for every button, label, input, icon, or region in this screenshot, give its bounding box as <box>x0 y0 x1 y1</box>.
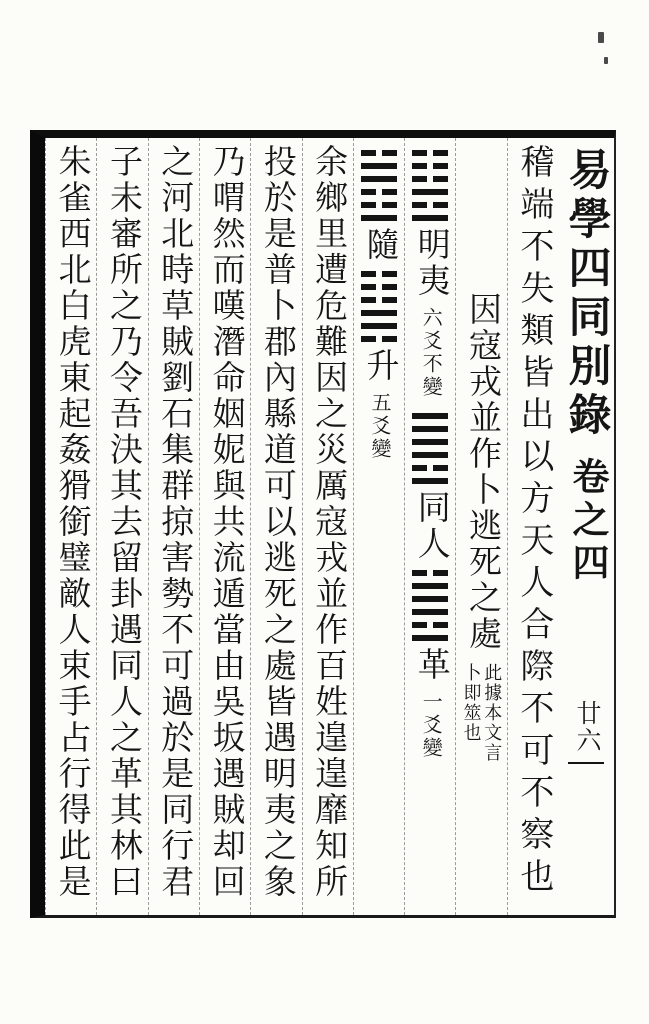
hexagram-bar <box>382 284 397 290</box>
column-4 <box>353 138 404 915</box>
hexagram-bar <box>361 202 376 208</box>
ink-speck <box>598 32 604 43</box>
hexagram-bar <box>412 189 448 195</box>
hexagram-bar <box>433 465 448 471</box>
hexagram-line-solid <box>361 215 397 221</box>
hexagram-bar <box>433 150 448 156</box>
column-9 <box>96 138 147 915</box>
hexagram-bar <box>361 176 397 182</box>
hexagram-bar <box>361 150 376 156</box>
text-segment: 同人 <box>412 490 449 562</box>
hexagram-line-broken <box>412 202 448 208</box>
hexagram-bar <box>382 297 397 303</box>
hexagram-bar <box>412 163 427 169</box>
text-segment: 升 <box>361 348 398 384</box>
hexagram-bar <box>361 215 397 221</box>
hexagram-bar <box>361 336 376 342</box>
column-10 <box>45 138 96 915</box>
column-7 <box>199 138 250 915</box>
small-annotation: 一爻變 <box>419 691 442 760</box>
hexagram-line-broken <box>412 465 448 471</box>
text-segment: 子未審所之乃令吾決其去留卦遇同人之革其林曰 <box>104 144 141 900</box>
text-segment: 投於是普卜郡內縣道可以逃死之處皆遇明夷之象 <box>258 144 295 900</box>
hexagram-line-broken <box>361 336 397 342</box>
hexagram-line-solid <box>412 439 448 445</box>
hexagram-bar <box>361 271 376 277</box>
column-gap <box>456 653 506 659</box>
hexagram-line-solid <box>412 478 448 484</box>
hexagram-line-solid <box>412 426 448 432</box>
small-annotation: 六爻不變 <box>419 307 442 399</box>
hexagram-line-solid <box>361 323 397 329</box>
hexagram-bar <box>361 163 397 169</box>
hexagram-line-solid <box>412 413 448 419</box>
hexagram-line-broken <box>361 189 397 195</box>
hexagram-bar <box>433 176 448 182</box>
hexagram-line-solid <box>412 215 448 221</box>
text-segment: 因寇戎並作卜逃死之處 <box>464 292 501 652</box>
hexagram-bar <box>382 189 397 195</box>
hexagram-line-solid <box>412 452 448 458</box>
folio-rule <box>568 762 604 764</box>
hexagram-bar <box>361 284 376 290</box>
hexagram-line-broken <box>412 176 448 182</box>
small-annotation: 五爻變 <box>367 392 390 461</box>
hexagram-bar <box>361 310 397 316</box>
hexagram-line-broken <box>361 202 397 208</box>
book-title: 易學四同別錄 <box>562 147 610 441</box>
interlinear-note <box>461 663 502 763</box>
column-3 <box>404 138 455 915</box>
hexagram-bar <box>412 176 427 182</box>
text-segment: 余鄉里遭危難因之災厲寇戎並作百姓遑遑靡知所 <box>310 144 347 900</box>
column-1 <box>507 138 558 915</box>
hexagram-line-solid <box>412 583 448 589</box>
hexagram-line-solid <box>412 635 448 641</box>
hexagram-ge-diagram <box>412 570 448 641</box>
hexagram-line-broken <box>361 150 397 156</box>
hexagram-bar <box>412 439 448 445</box>
hexagram-bar <box>433 570 448 576</box>
hexagram-bar <box>412 202 427 208</box>
folio-number: 廿六 <box>573 700 600 754</box>
hexagram-bar <box>412 413 448 419</box>
hexagram-bar <box>382 150 397 156</box>
hexagram-bar <box>412 215 448 221</box>
hexagram-bar <box>412 452 448 458</box>
hexagram-line-solid <box>361 310 397 316</box>
hexagram-line-solid <box>412 609 448 615</box>
column-2 <box>455 138 506 915</box>
text-segment: 朱雀西北白虎東起姦猾銜璧敵人束手占行得此是 <box>53 144 90 900</box>
column-gap <box>456 143 506 291</box>
hexagram-line-solid <box>361 163 397 169</box>
columns-container <box>45 138 614 915</box>
column-6 <box>250 138 301 915</box>
hexagram-bar <box>361 189 376 195</box>
hexagram-line-broken <box>412 150 448 156</box>
column-5 <box>302 138 353 915</box>
hexagram-bar <box>361 323 397 329</box>
hexagram-line-broken <box>361 297 397 303</box>
text-segment: 乃喟然而嘆潛命姻妮與共流遁當由吳坂遇賊却回 <box>207 144 244 900</box>
note-column-right: 此據本文言 <box>482 663 503 763</box>
hexagram-mingyi-diagram <box>412 150 448 221</box>
hexagram-bar <box>433 202 448 208</box>
note-column-left: 卜即筮也 <box>461 663 482 743</box>
ink-speck <box>604 57 608 64</box>
hexagram-bar <box>412 635 448 641</box>
hexagram-bar <box>361 297 376 303</box>
hexagram-bar <box>382 336 397 342</box>
hexagram-bar <box>412 596 448 602</box>
text-segment: 明夷 <box>412 227 449 299</box>
hexagram-bar <box>412 465 427 471</box>
volume-label: 卷之四 <box>566 457 607 586</box>
hexagram-sui-diagram <box>361 150 397 221</box>
hexagram-line-solid <box>361 176 397 182</box>
text-segment: 隨 <box>361 227 398 263</box>
hexagram-bar <box>412 478 448 484</box>
hexagram-line-broken <box>361 271 397 277</box>
hexagram-bar <box>412 426 448 432</box>
hexagram-bar <box>433 163 448 169</box>
text-block-frame <box>30 130 616 918</box>
hexagram-bar <box>412 570 427 576</box>
hexagram-bar <box>412 583 448 589</box>
hexagram-bar <box>412 609 448 615</box>
folio-block <box>558 700 614 764</box>
title-column <box>558 138 614 915</box>
hexagram-bar <box>412 622 427 628</box>
hexagram-sheng-diagram <box>361 271 397 342</box>
hexagram-bar <box>412 150 427 156</box>
column-8 <box>148 138 199 915</box>
hexagram-bar <box>382 202 397 208</box>
hexagram-bar <box>382 271 397 277</box>
hexagram-bar <box>433 622 448 628</box>
hexagram-line-broken <box>412 622 448 628</box>
text-segment: 革 <box>412 647 449 683</box>
hexagram-line-broken <box>361 284 397 290</box>
hexagram-line-broken <box>412 570 448 576</box>
hexagram-line-solid <box>412 189 448 195</box>
hexagram-tongren-diagram <box>412 413 448 484</box>
hexagram-line-solid <box>412 596 448 602</box>
text-segment: 稽端不失類皆出以方天人合際不可不察也 <box>514 144 552 900</box>
text-segment: 之河北時草賊劉石集群掠害勢不可過於是同行君 <box>156 144 193 900</box>
hexagram-line-broken <box>412 163 448 169</box>
